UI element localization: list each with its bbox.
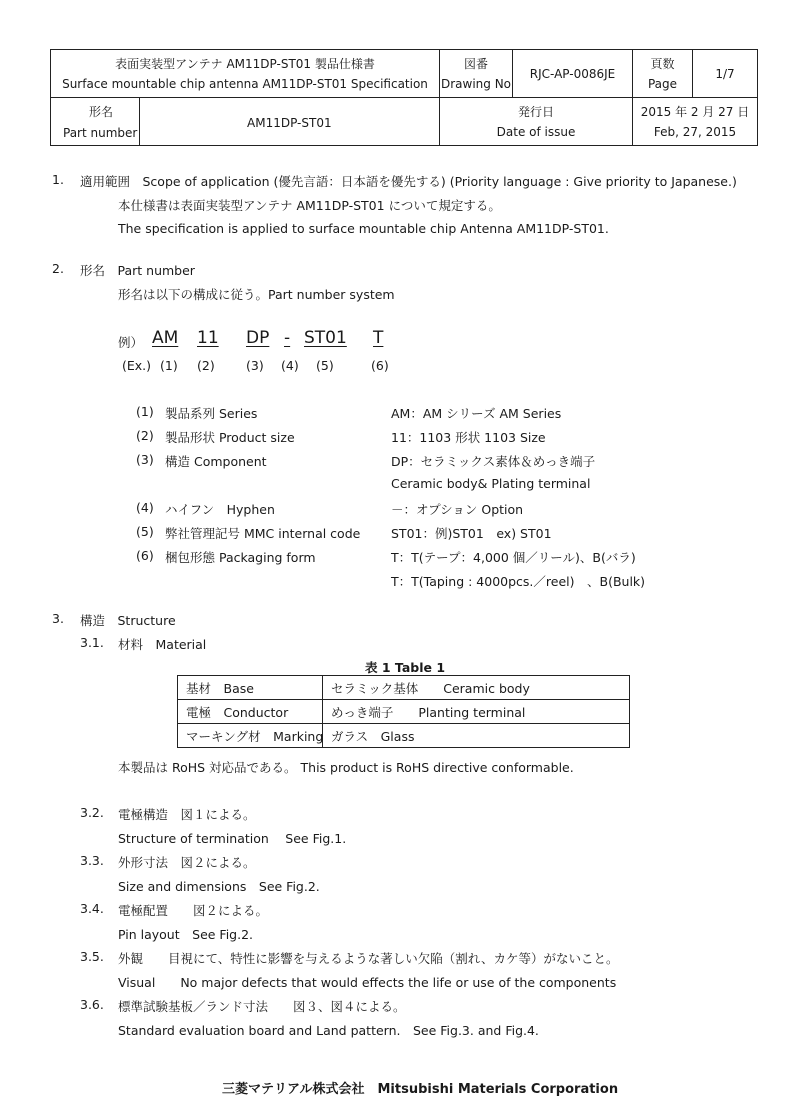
table-row: [178, 700, 630, 724]
table-cell: セラミック基体 Ceramic body: [323, 676, 630, 700]
doc-title-cell: [51, 50, 440, 98]
section-2-intro: 形名は以下の構成に従う。Part number system: [118, 287, 395, 302]
subsection-jp: 電極構造 図１による。: [118, 807, 256, 822]
issue-date-jp: 2015 年 2 月 27 日: [640, 104, 750, 119]
subsection-en: Visual No major defects that would effects the life or use of the components: [118, 975, 617, 990]
item-description: AM：AM シリーズ AM Series: [391, 406, 562, 421]
issue-label-en: Date of issue: [496, 124, 576, 139]
subsection-number: 3.3.: [80, 853, 104, 868]
item-number: (4): [136, 500, 154, 515]
table-cell: 電極 Conductor: [178, 700, 323, 724]
section-1-line-en: The specification is applied to surface mountable chip Antenna AM11DP-ST01.: [118, 221, 609, 236]
pn-part-1: AM: [152, 328, 179, 348]
table-row: [178, 676, 630, 700]
item-number: (2): [136, 428, 154, 443]
table-cell: マーキング材 Marking: [178, 724, 323, 748]
subsection-jp: 外観 目視にて、特性に影響を与えるような著しい欠陥（割れ、カケ等）がないこと。: [118, 951, 619, 966]
section-2-title: 形名 Part number: [80, 263, 195, 278]
page-label-en: Page: [647, 76, 678, 91]
section-1-line-jp: 本仕様書は表面実装型アンテナ AM11DP-ST01 について規定する。: [118, 198, 501, 213]
subsection-en: Standard evaluation board and Land pattern. See Fig.3. and Fig.4.: [118, 1023, 539, 1038]
item-number: (6): [136, 548, 154, 563]
item-description: －：オプション Option: [391, 502, 524, 517]
subsection-3-1-number: 3.1.: [80, 635, 104, 650]
drawing-label-cell: [440, 50, 513, 98]
item-number: (3): [136, 452, 154, 467]
pn-part-5: ST01: [304, 328, 347, 348]
section-3-title: 構造 Structure: [80, 613, 176, 628]
item-description: T：T(テープ：4,000 個／リール)、B(バラ): [391, 550, 636, 565]
item-description-en: T：T(Taping : 4000pcs.／reel) 、B(Bulk): [391, 574, 646, 589]
item-number: (1): [136, 404, 154, 419]
subsection-number: 3.5.: [80, 949, 104, 964]
pn-part-2: 11: [197, 328, 219, 348]
subsection-3-1-title: 材料 Material: [118, 637, 207, 652]
example-label: 例）: [118, 335, 144, 350]
doc-title-jp: 表面実装型アンテナ AM11DP-ST01 製品仕様書: [115, 56, 375, 71]
issue-label-jp: 発行日: [517, 104, 554, 119]
subsection-jp: 標準試験基板／ランド寸法 図３、図４による。: [118, 999, 406, 1014]
issue-label-cell: [440, 98, 633, 146]
pn-index-5: (5): [316, 358, 334, 373]
item-label: 製品系列 Series: [165, 406, 258, 421]
drawing-number: RJC-AP-0086JE: [513, 50, 633, 98]
item-label: 製品形状 Product size: [165, 430, 295, 445]
table-cell: ガラス Glass: [323, 724, 630, 748]
rohs-statement: 本製品は RoHS 対応品である。 This product is RoHS directive conformable.: [118, 760, 574, 775]
item-description: ST01：例)ST01 ex) ST01: [391, 526, 552, 541]
section-1-title: 適用範囲 Scope of application (優先言語：日本語を優先する) (Priority language : Give priority to Japanese.): [80, 174, 737, 189]
pn-part-4: -: [284, 328, 291, 348]
issue-date-en: Feb, 27, 2015: [653, 124, 737, 139]
item-label: 弊社管理記号 MMC internal code: [165, 526, 361, 541]
pn-part-3: DP: [246, 328, 270, 348]
pn-index-3: (3): [246, 358, 264, 373]
pn-index-6: (6): [371, 358, 389, 373]
part-label-jp: 形名: [89, 105, 114, 119]
subsection-en: Size and dimensions See Fig.2.: [118, 879, 320, 894]
section-3-number: 3.: [52, 611, 64, 626]
table-caption: 表 1 Table 1: [365, 660, 446, 675]
pn-index-2: (2): [197, 358, 215, 373]
page-label-jp: 頁数: [650, 56, 675, 71]
example-index-label: (Ex.): [122, 358, 152, 373]
item-number: (5): [136, 524, 154, 539]
part-number-value: AM11DP-ST01: [247, 116, 332, 130]
drawing-label-en: Drawing No: [440, 76, 512, 91]
subsection-jp: 電極配置 図２による。: [118, 903, 269, 918]
subsection-jp: 外形寸法 図２による。: [118, 855, 256, 870]
item-description: DP：セラミックス素体＆めっき端子: [391, 454, 596, 469]
section-2-number: 2.: [52, 261, 64, 276]
doc-title-en: Surface mountable chip antenna AM11DP-ST01 Specification: [62, 76, 428, 91]
item-description: 11：1103 形状 1103 Size: [391, 430, 546, 445]
item-label: 構造 Component: [165, 454, 267, 469]
part-number-cell: [51, 98, 440, 146]
company-footer: 三菱マテリアル株式会社 Mitsubishi Materials Corporation: [222, 1082, 619, 1097]
part-label-en: Part number: [63, 126, 138, 140]
subsection-en: Pin layout See Fig.2.: [118, 927, 254, 942]
issue-date-cell: [633, 98, 758, 146]
drawing-label-jp: 図番: [463, 56, 488, 71]
header-table: [50, 49, 758, 146]
pn-index-1: (1): [160, 358, 178, 373]
material-table: [177, 675, 630, 748]
pn-index-4: (4): [281, 358, 299, 373]
subsection-en: Structure of termination See Fig.1.: [118, 831, 347, 846]
table-cell: 基材 Base: [178, 676, 323, 700]
subsection-number: 3.4.: [80, 901, 104, 916]
subsection-number: 3.6.: [80, 997, 104, 1012]
item-label: 梱包形態 Packaging form: [165, 550, 316, 565]
subsection-number: 3.2.: [80, 805, 104, 820]
pn-part-6: T: [373, 328, 384, 348]
item-label: ハイフン Hyphen: [165, 502, 275, 517]
section-1-number: 1.: [52, 172, 64, 187]
item-description-en: Ceramic body& Plating terminal: [391, 476, 591, 491]
table-cell: めっき端子 Planting terminal: [323, 700, 630, 724]
page-number: 1/7: [693, 50, 758, 98]
page-label-cell: [633, 50, 693, 98]
table-row: [178, 724, 630, 748]
